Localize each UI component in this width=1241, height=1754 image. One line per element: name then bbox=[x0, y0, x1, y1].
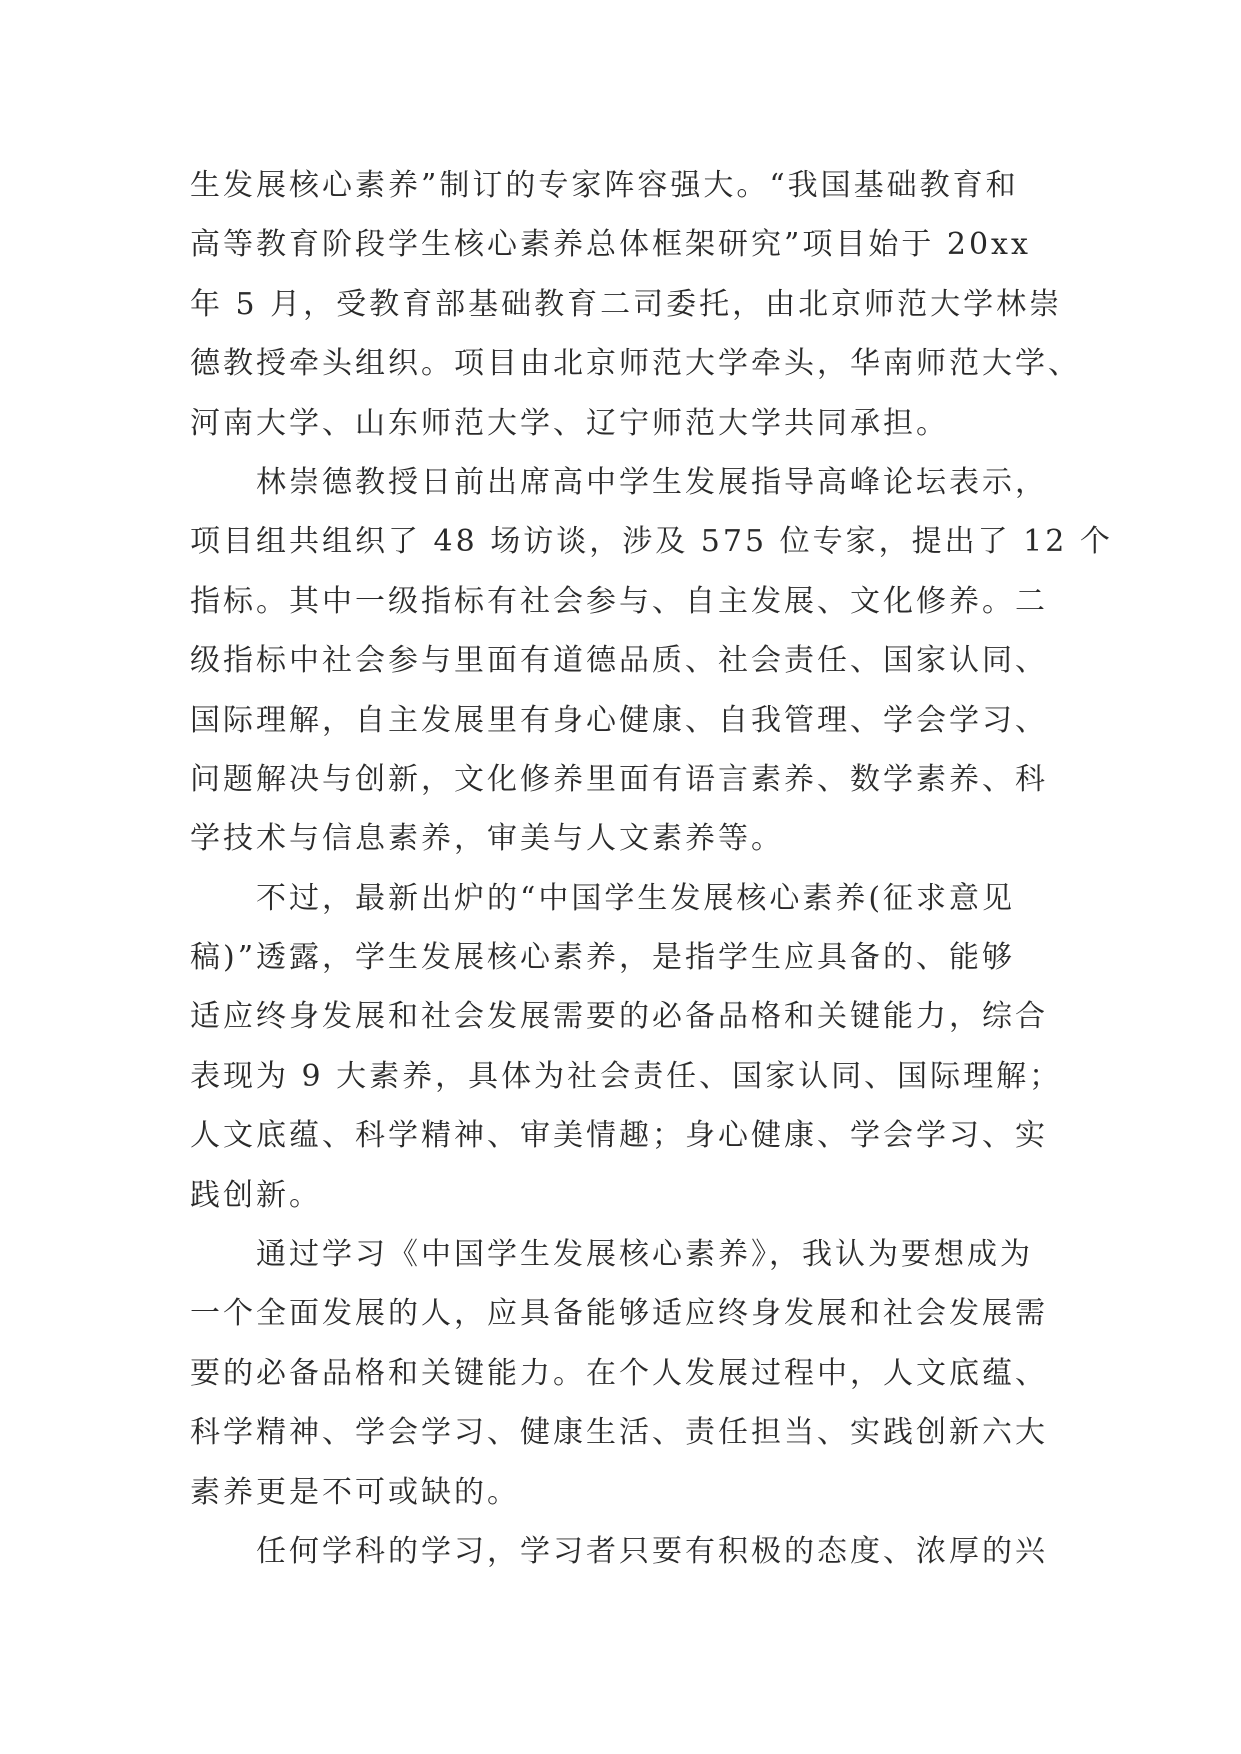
paragraph bbox=[190, 453, 1113, 869]
text-line: 素养更是不可或缺的。 bbox=[190, 1474, 520, 1510]
paragraph bbox=[190, 156, 1081, 453]
text-line: 科学精神、学会学习、健康生活、责任担当、实践创新六大 bbox=[190, 1415, 1048, 1451]
text-line: 指标。其中一级指标有社会参与、自主发展、文化修养。二 bbox=[190, 583, 1048, 619]
text-line: 年 5 月，受教育部基础教育二司委托，由北京师范大学林崇 bbox=[190, 286, 1063, 322]
text-line: 学技术与信息素养，审美与人文素养等。 bbox=[190, 821, 784, 857]
document-body bbox=[190, 156, 1113, 1581]
text-line: 人文底蕴、科学精神、审美情趣；身心健康、学会学习、实 bbox=[190, 1118, 1048, 1154]
text-line: 林崇德教授日前出席高中学生发展指导高峰论坛表示， bbox=[256, 464, 1048, 500]
text-line: 项目组共组织了 48 场访谈，涉及 575 位专家，提出了 12 个 bbox=[190, 524, 1113, 560]
paragraph bbox=[190, 1522, 1060, 1581]
text-line: 不过，最新出炉的“中国学生发展核心素养(征求意见 bbox=[256, 880, 1016, 916]
text-line: 适应终身发展和社会发展需要的必备品格和关键能力，综合 bbox=[190, 999, 1048, 1035]
text-line: 德教授牵头组织。项目由北京师范大学牵头，华南师范大学、 bbox=[190, 346, 1081, 382]
text-line: 问题解决与创新，文化修养里面有语言素养、数学素养、科 bbox=[190, 761, 1048, 797]
text-line: 河南大学、山东师范大学、辽宁师范大学共同承担。 bbox=[190, 405, 949, 441]
text-line: 通过学习《中国学生发展核心素养》，我认为要想成为 bbox=[256, 1237, 1033, 1273]
text-line: 生发展核心素养”制订的专家阵容强大。“我国基础教育和 bbox=[190, 168, 1019, 203]
text-line: 高等教育阶段学生核心素养总体框架研究”项目始于 20xx bbox=[190, 227, 1031, 263]
text-line: 任何学科的学习，学习者只要有积极的态度、浓厚的兴 bbox=[256, 1533, 1048, 1569]
text-line: 表现为 9 大素养，具体为社会责任、国家认同、国际理解； bbox=[190, 1058, 1063, 1094]
text-line: 稿)”透露，学生发展核心素养，是指学生应具备的、能够 bbox=[190, 940, 1016, 976]
text-line: 一个全面发展的人，应具备能够适应终身发展和社会发展需 bbox=[190, 1296, 1048, 1332]
paragraph bbox=[190, 869, 1063, 1225]
text-line: 国际理解，自主发展里有身心健康、自我管理、学会学习、 bbox=[190, 702, 1048, 738]
text-line: 要的必备品格和关键能力。在个人发展过程中，人文底蕴、 bbox=[190, 1355, 1048, 1391]
text-line: 践创新。 bbox=[190, 1177, 322, 1213]
text-line: 级指标中社会参与里面有道德品质、社会责任、国家认同、 bbox=[190, 643, 1048, 679]
paragraph bbox=[190, 1225, 1060, 1522]
